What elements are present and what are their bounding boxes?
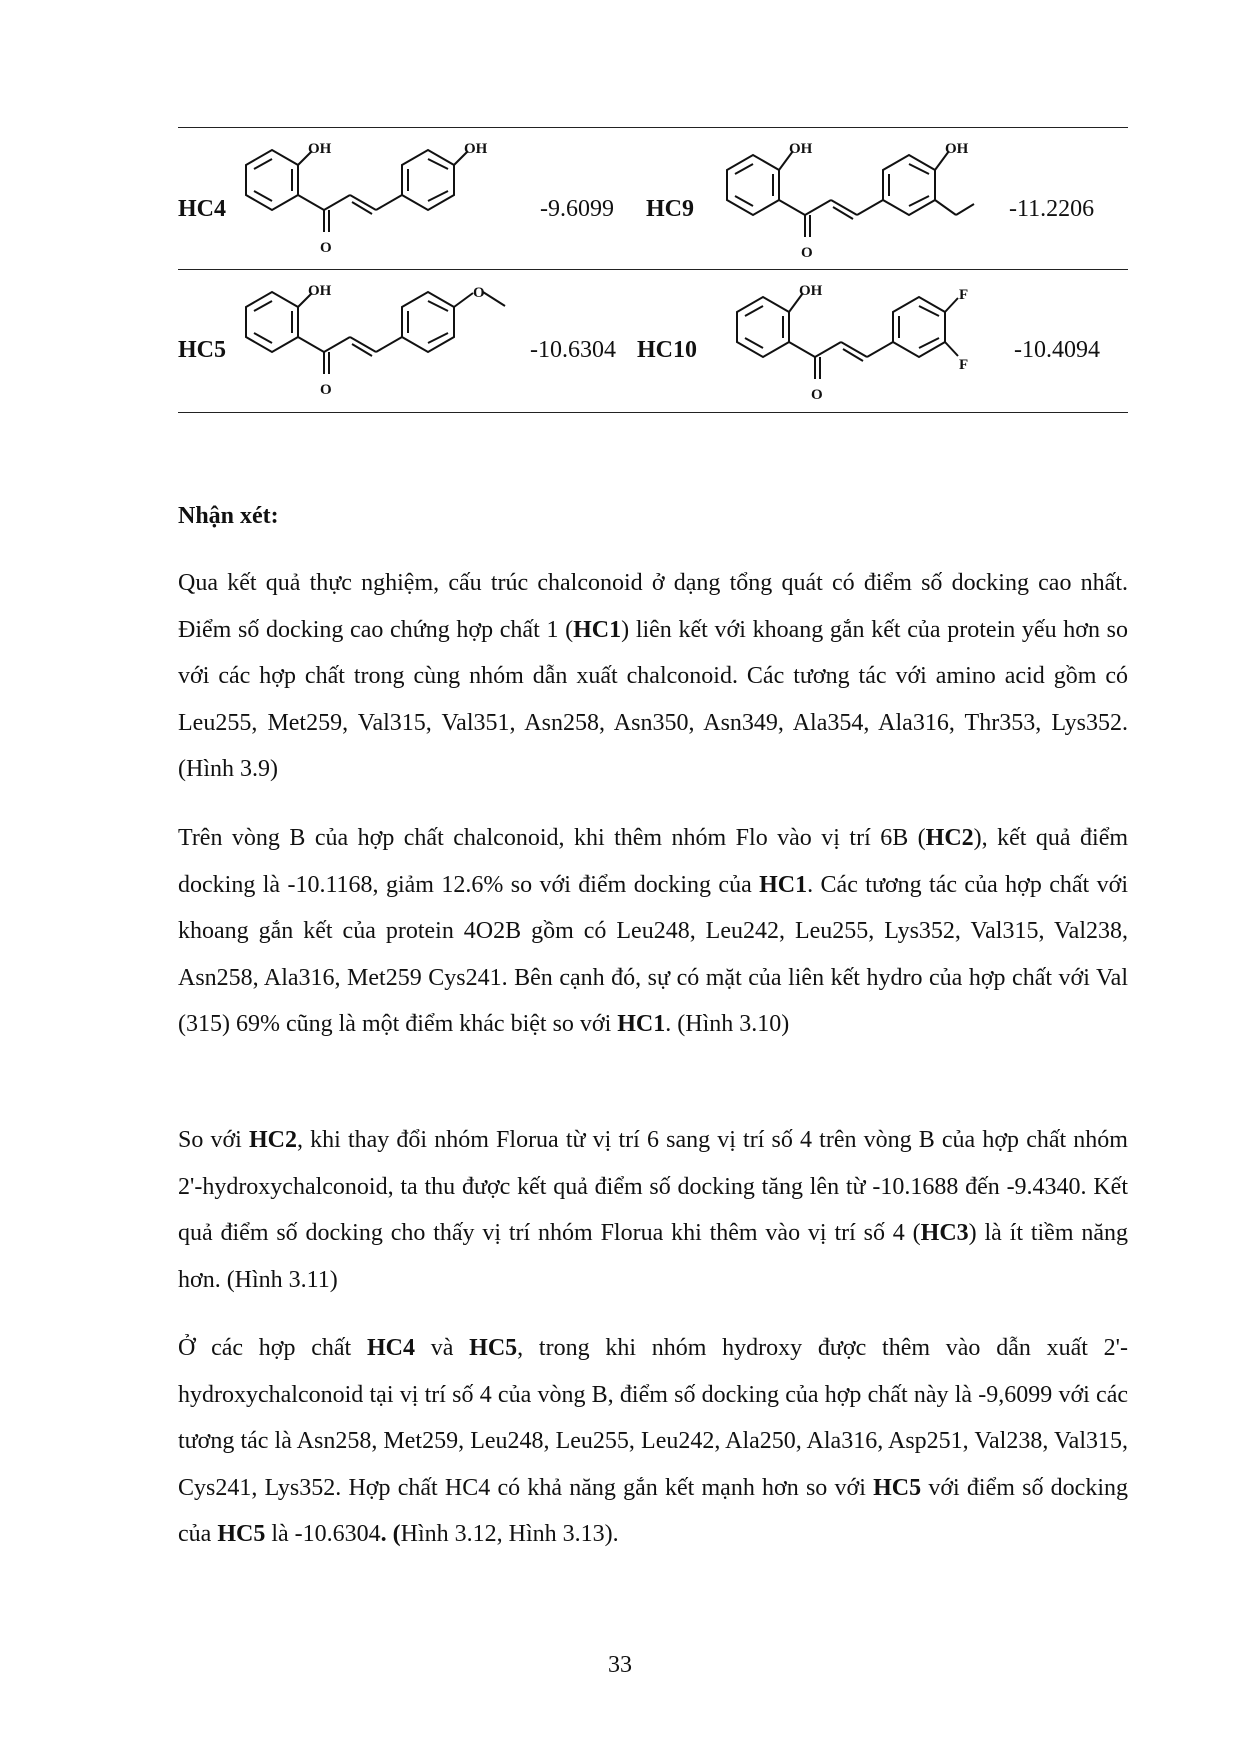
atom-label-o: O [811,387,823,403]
bold-run: HC1 [759,871,808,898]
docking-score-hc5: -10.6304 [530,337,616,363]
structure-hc5 [225,282,535,412]
paragraph-1 [178,560,1128,793]
bold-run: HC1 [573,616,622,643]
page-number: 33 [608,1652,632,1678]
atom-label-oh: OH [464,141,488,157]
bold-run: HC5 [217,1521,266,1547]
atom-label-o: O [473,285,485,301]
text-run: và [414,1335,470,1361]
compound-label-hc9: HC9 [646,196,694,222]
section-heading: Nhận xét: [178,503,279,529]
atom-label-o: O [801,245,813,261]
structure-hc10 [716,282,996,412]
bold-run: HC2 [249,1127,297,1153]
compound-label-hc4: HC4 [178,196,226,222]
text-run: là -10.6304 [265,1521,381,1547]
text-run: , trong khi nhóm hydroxy được thêm vào dẫn xuất 2'-hydroxychalconoid tại vị trí số 4 của vòng B, điểm số docking của hợp chất này là -9,6099 với các tương tác là Asn258, Met259, Leu248, Leu255, Leu242, Ala250, Ala316, Asp251, Val238, Val315, Cys241, Lys352. Hợp chất HC4 có khả năng gắn kết mạnh hơn so với [178,1335,1128,1501]
paragraph-3 [178,1117,1128,1303]
text-run: với điểm số docking của [178,1474,1129,1547]
atom-label-o: O [320,240,332,256]
text-run: , khi thay đổi nhóm Florua từ vị trí 6 sang vị trí số 4 trên vòng B của hợp chất nhóm 2'-hydroxychalconoid, ta thu được kết quả điểm số docking tăng lên từ -10.1688 đến -9.4340. Kết quả điểm số docking cho thấy vị trí nhóm Florua khi thêm vào vị trí số 4 ( [178,1127,1128,1246]
atom-label-oh: OH [308,283,332,299]
text-run: ), kết quả điểm docking là -10.1168, giảm 12.6% so với điểm docking của [178,825,1129,898]
atom-label-f: F [959,357,969,373]
text-run: ) là ít tiềm năng hơn. (Hình 3.11) [178,1220,1129,1293]
atom-label-o: O [320,382,332,398]
bold-run: HC2 [925,825,974,851]
paragraph-2 [178,815,1128,1048]
bold-run: HC5 [873,1474,922,1501]
table-bottom-rule [178,412,1128,413]
structure-hc9 [706,140,1006,270]
text-run: Hình 3.12, Hình 3.13). [400,1521,619,1547]
text-run: . (Hình 3.10) [665,1011,790,1037]
text-run: Qua kết quả thực nghiệm, cấu trúc chalconoid ở dạng tổng quát có điểm số docking cao nhất. Điểm số docking cao chứng hợp chất 1 ( [178,570,1128,643]
bold-run: HC4 [366,1335,415,1361]
bold-run: HC1 [617,1011,666,1037]
paragraph-4 [178,1325,1128,1558]
docking-score-hc9: -11.2206 [1009,196,1095,222]
atom-label-f: F [959,287,969,303]
docking-score-hc10: -10.4094 [1014,337,1100,363]
atom-label-oh: OH [789,141,813,157]
atom-label-oh: OH [308,141,332,157]
text-run: ) liên kết với khoang gắn kết của protein yếu hơn so với các hợp chất trong cùng nhóm dẫn xuất chalconoid. Các tương tác với amino acid gồm có Leu255, Met259, Val315, Val351, Asn258, Asn350, Asn349, Ala354, Ala316, Thr353, Lys352. (Hình 3.9) [178,616,1128,782]
text-run: Trên vòng B của hợp chất chalconoid, khi thêm nhóm Flo vào vị trí 6B ( [178,825,926,851]
structure-hc4 [225,140,515,270]
text-run: Ở các hợp chất [178,1335,367,1361]
table-top-rule [178,127,1128,128]
compound-label-hc5: HC5 [178,337,226,363]
docking-score-hc4: -9.6099 [540,196,614,222]
compound-label-hc10: HC10 [637,337,697,363]
atom-label-oh: OH [799,283,823,299]
text-run: . Các tương tác của hợp chất với khoang gắn kết của protein 4O2B gồm có Leu248, Leu242, Leu255, Lys352, Val315, Val238, Asn258, Ala316, Met259 Cys241. Bên cạnh đó, sự có mặt của liên kết hydro của hợp chất với Val (315) 69% cũng là một điểm khác biệt so với [178,871,1128,1037]
bold-run: . ( [380,1521,401,1547]
bold-run: HC5 [469,1335,518,1361]
atom-label-oh: OH [945,141,969,157]
text-run: So với [178,1127,249,1153]
bold-run: HC3 [920,1220,969,1246]
